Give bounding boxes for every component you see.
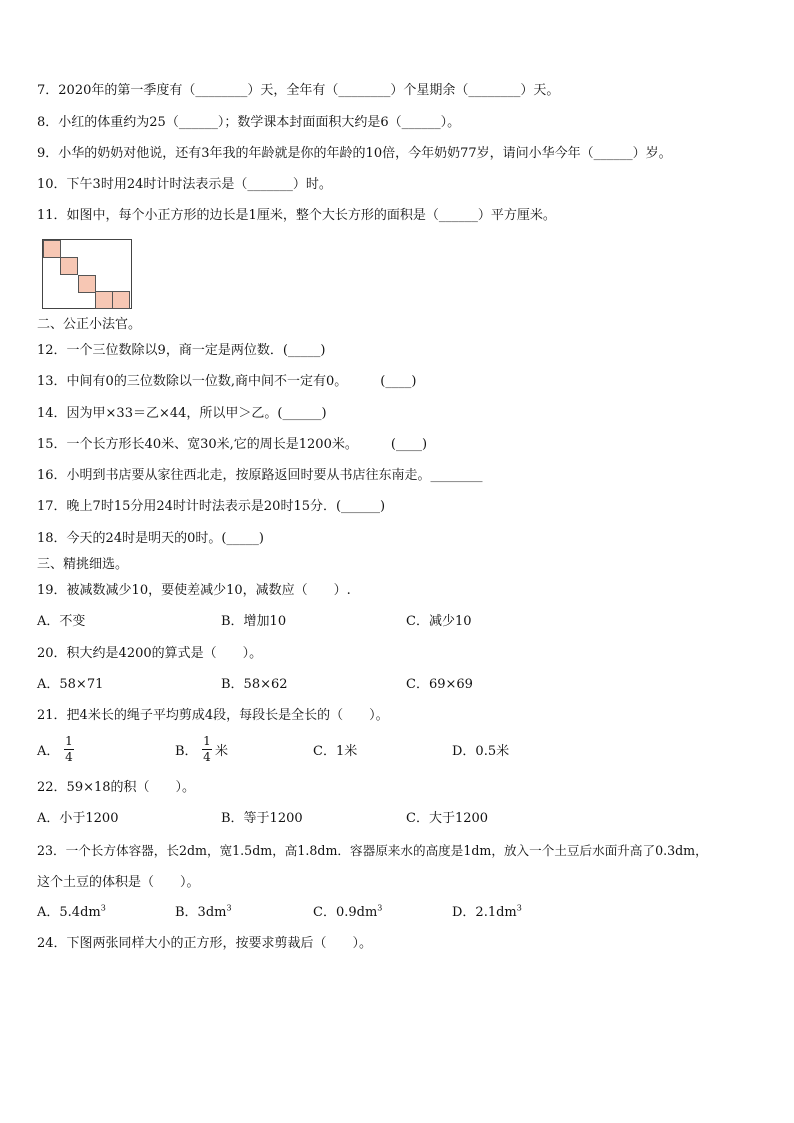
question-11: 11．如图中，每个小正方形的边长是1厘米，整个大长方形的面积是（______）平方厘米。 xyxy=(37,208,556,223)
q21-option-c: C．1米 xyxy=(313,744,358,759)
question-23-line-1: 23．一个长方体容器，长2dm，宽1.5dm，高1.8dm．容器原来水的高度是1dm，放入一个土豆后水面升高了0.3dm， xyxy=(37,843,708,858)
q20-option-a: A．58×71 xyxy=(37,677,104,692)
q21-option-b-prefix: B． xyxy=(175,744,198,759)
q20-option-b: B．58×62 xyxy=(221,677,288,692)
q21-option-b-fraction xyxy=(202,735,212,764)
section-3-heading: 三、精挑细选。 xyxy=(37,557,129,572)
fraction-numerator: 1 xyxy=(65,734,73,748)
small-square xyxy=(78,275,96,293)
small-square xyxy=(60,257,78,275)
question-19: 19．被减数减少10，要使差减少10，减数应（ ）. xyxy=(37,583,351,598)
question-18: 18．今天的24时是明天的0时。(_____) xyxy=(37,531,264,546)
question-9: 9．小华的奶奶对他说，还有3年我的年龄就是你的年龄的10倍，今年奶奶77岁，请问小华今年（______）岁。 xyxy=(37,146,672,161)
question-21: 21．把4米长的绳子平均剪成4段，每段长是全长的（ ）。 xyxy=(37,708,389,723)
small-square xyxy=(112,291,130,309)
q22-option-a: A．小于1200 xyxy=(37,811,119,826)
q23-option-c: C．$0.9dm^3$ xyxy=(313,903,383,920)
q23-option-d: D．$2.1dm^3$ xyxy=(452,903,522,920)
q23-option-a: A．$5.4dm^3$ xyxy=(37,903,106,920)
fraction-denominator: 4 xyxy=(65,750,73,764)
small-square xyxy=(95,291,113,309)
q22-option-b: B．等于1200 xyxy=(221,811,303,826)
question-17: 17．晚上7时15分用24时计时法表示是20时15分．(______) xyxy=(37,499,386,514)
q21-option-a-fraction xyxy=(64,735,74,764)
question-15: 15．一个长方形长40米、宽30米,它的周长是1200米。 (____) xyxy=(37,437,428,452)
question-14: 14．因为甲×33＝乙×44，所以甲＞乙。(______) xyxy=(37,406,327,421)
question-22: 22．59×18的积（ ）。 xyxy=(37,780,196,795)
question-16: 16．小明到书店要从家往西北走，按原路返回时要从书店往东南走。________ xyxy=(37,468,483,483)
fraction-denominator: 4 xyxy=(203,750,211,764)
question-24: 24．下图两张同样大小的正方形，按要求剪裁后（ ）。 xyxy=(37,936,373,951)
question-23-line-2: 这个土豆的体积是（ ）。 xyxy=(37,875,200,890)
question-7: 7．2020年的第一季度有（________）天，全年有（________）个星期余（________）天。 xyxy=(37,83,560,98)
q23-option-b: B．$3dm^3$ xyxy=(175,903,232,920)
q21-option-b-unit: 米 xyxy=(215,744,229,759)
q19-option-b: B．增加10 xyxy=(221,614,287,629)
q19-option-c: C．减少10 xyxy=(406,614,472,629)
q22-option-c: C．大于1200 xyxy=(406,811,489,826)
rectangle-figure xyxy=(42,239,132,309)
q20-option-c: C．69×69 xyxy=(406,677,473,692)
q21-option-a-prefix: A． xyxy=(37,744,60,759)
question-13: 13．中间有0的三位数除以一位数,商中间不一定有0。 (____) xyxy=(37,374,417,389)
question-8: 8．小红的体重约为25（______）；数学课本封面面积大约是6（______）。 xyxy=(37,115,461,130)
q19-option-a: A．不变 xyxy=(37,614,86,629)
q21-option-d: D．0.5米 xyxy=(452,744,510,759)
section-2-heading: 二、公正小法官。 xyxy=(37,317,142,332)
question-10: 10．下午3时用24时计时法表示是（_______）时。 xyxy=(37,177,332,192)
fraction-numerator: 1 xyxy=(203,734,211,748)
small-square xyxy=(43,240,61,258)
question-20: 20．积大约是4200的算式是（ ）。 xyxy=(37,646,263,661)
question-12: 12．一个三位数除以9，商一定是两位数．(_____) xyxy=(37,343,326,358)
